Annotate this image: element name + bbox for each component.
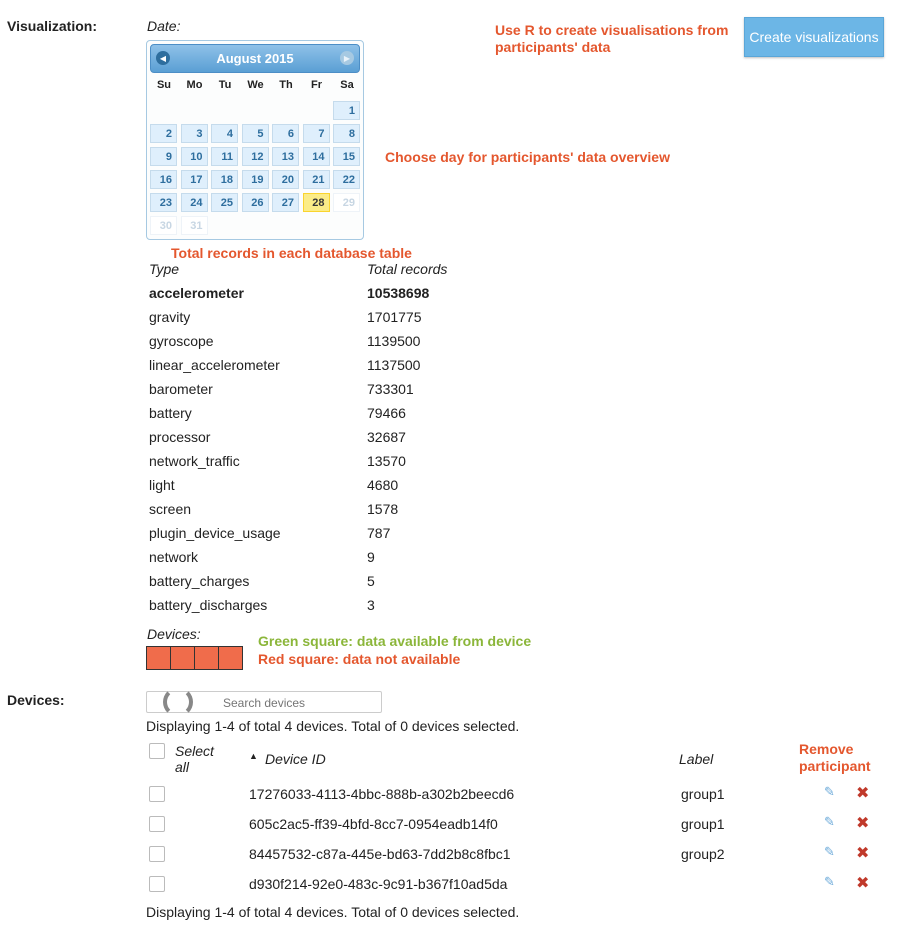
record-total: 79466: [367, 405, 406, 421]
record-type: battery_discharges: [149, 597, 268, 613]
visualization-section-label: Visualization:: [7, 18, 97, 34]
calendar-day[interactable]: 25: [211, 193, 238, 212]
device-label: group2: [681, 846, 725, 862]
record-total: 10538698: [367, 285, 430, 301]
calendar-day[interactable]: 19: [242, 170, 269, 189]
devices-status-bottom: Displaying 1-4 of total 4 devices. Total of 0 devices selected.: [146, 904, 520, 920]
device-id-header[interactable]: Device ID: [265, 751, 326, 767]
calendar-month-title: August 2015: [216, 51, 294, 66]
red-square-legend: Red square: data not available: [258, 651, 461, 667]
device-label: group1: [681, 786, 725, 802]
calendar-day[interactable]: 4: [211, 124, 238, 143]
record-total: 733301: [367, 381, 414, 397]
records-row: [149, 381, 549, 405]
calendar-day[interactable]: 8: [333, 124, 360, 143]
device-status-square[interactable]: [147, 647, 171, 669]
calendar-day[interactable]: 20: [272, 170, 299, 189]
record-type: gyroscope: [149, 333, 214, 349]
remove-participant-annotation: Remove participant: [799, 741, 871, 774]
record-total: 787: [367, 525, 391, 541]
records-row: [149, 597, 549, 621]
records-row: [149, 501, 549, 525]
select-all-checkbox[interactable]: [149, 743, 165, 759]
device-id: 17276033-4113-4bbc-888b-a302b2beecd6: [249, 786, 515, 802]
pencil-icon[interactable]: ✎: [824, 844, 835, 859]
device-select-checkbox[interactable]: [149, 876, 165, 892]
remove-icon[interactable]: ✖: [856, 785, 870, 802]
records-header-type: Type: [149, 261, 180, 277]
record-type: linear_accelerometer: [149, 357, 280, 373]
label-header: Label: [679, 751, 714, 767]
device-status-square[interactable]: [219, 647, 242, 669]
calendar-day[interactable]: 12: [242, 147, 269, 166]
calendar-day[interactable]: 23: [150, 193, 177, 212]
record-type: gravity: [149, 309, 191, 325]
records-row: [149, 429, 549, 453]
remove-icon[interactable]: ✖: [856, 815, 870, 832]
records-row: [149, 285, 549, 309]
calendar-day[interactable]: 21: [303, 170, 330, 189]
device-row: [147, 816, 877, 846]
chevron-left-icon[interactable]: ◀: [156, 51, 170, 65]
device-status-square[interactable]: [171, 647, 195, 669]
records-row: [149, 477, 549, 501]
calendar-day[interactable]: 16: [150, 170, 177, 189]
green-square-legend: Green square: data available from device: [258, 633, 532, 649]
records-row: [149, 357, 549, 381]
device-select-checkbox[interactable]: [149, 786, 165, 802]
calendar-day: 31: [181, 216, 208, 235]
record-type: network: [149, 549, 199, 565]
record-total: 1578: [367, 501, 399, 517]
calendar-day[interactable]: 2: [150, 124, 177, 143]
record-total: 13570: [367, 453, 406, 469]
r-visualisation-annotation: Use R to create visualisations from participants' data: [495, 22, 729, 55]
device-row: [147, 876, 877, 906]
weekday-header: Fr: [311, 79, 322, 91]
calendar-day[interactable]: 14: [303, 147, 330, 166]
records-row: [149, 333, 549, 357]
calendar-day[interactable]: 22: [333, 170, 360, 189]
records-row: [149, 525, 549, 549]
record-type: processor: [149, 429, 211, 445]
calendar-day[interactable]: 10: [181, 147, 208, 166]
device-id: 84457532-c87a-445e-bd63-7dd2b8c8fbc1: [249, 846, 511, 862]
record-total: 3: [367, 597, 375, 613]
record-type: light: [149, 477, 175, 493]
calendar-day: 30: [150, 216, 177, 235]
weekday-header: We: [247, 79, 264, 91]
calendar-day[interactable]: 5: [242, 124, 269, 143]
search-devices-box[interactable]: [146, 691, 382, 713]
record-total: 1137500: [367, 357, 421, 373]
calendar-day-selected[interactable]: 28: [303, 193, 330, 212]
calendar-day[interactable]: 17: [181, 170, 208, 189]
date-label: Date:: [147, 18, 181, 34]
calendar-day[interactable]: 13: [272, 147, 299, 166]
device-row: [147, 786, 877, 816]
sort-ascending-icon[interactable]: ▲: [249, 751, 258, 761]
record-total: 4680: [367, 477, 399, 493]
device-id: 605c2ac5-ff39-4bfd-8cc7-0954eadb14f0: [249, 816, 498, 832]
weekday-header: Tu: [218, 79, 232, 91]
record-total: 1139500: [367, 333, 421, 349]
devices-section-label: Devices:: [7, 692, 65, 708]
records-row: [149, 309, 549, 333]
calendar-day[interactable]: 24: [181, 193, 208, 212]
device-label: group1: [681, 816, 725, 832]
record-type: network_traffic: [149, 453, 240, 469]
device-id: d930f214-92e0-483c-9c91-b367f10ad5da: [249, 876, 508, 892]
record-type: battery_charges: [149, 573, 250, 589]
calendar-day[interactable]: 26: [242, 193, 269, 212]
records-row: [149, 573, 549, 597]
records-row: [149, 453, 549, 477]
record-type: battery: [149, 405, 192, 421]
records-row: [149, 549, 549, 573]
calendar-day[interactable]: 11: [211, 147, 238, 166]
calendar-day[interactable]: 9: [150, 147, 177, 166]
device-status-squares: [146, 646, 243, 670]
record-total: 5: [367, 573, 375, 589]
records-annotation: Total records in each database table: [171, 245, 412, 261]
weekday-header: Th: [279, 79, 293, 91]
calendar-day[interactable]: 18: [211, 170, 238, 189]
calendar-day: 29: [333, 193, 360, 212]
chevron-right-icon[interactable]: ▶: [340, 51, 354, 65]
device-select-checkbox[interactable]: [149, 816, 165, 832]
calendar-day[interactable]: 7: [303, 124, 330, 143]
weekday-header: Mo: [186, 79, 203, 91]
weekday-header: Su: [156, 79, 172, 91]
pencil-icon[interactable]: ✎: [824, 874, 835, 889]
remove-icon[interactable]: ✖: [856, 845, 870, 862]
device-squares-label: Devices:: [147, 626, 201, 642]
weekday-header: Sa: [340, 79, 354, 91]
record-total: 1701775: [367, 309, 422, 325]
loading-spinner-icon: [163, 687, 193, 717]
record-total: 32687: [367, 429, 406, 445]
record-type: plugin_device_usage: [149, 525, 281, 541]
record-type: screen: [149, 501, 192, 517]
calendar-day[interactable]: 1: [333, 101, 360, 120]
records-row: [149, 405, 549, 429]
devices-status-top: Displaying 1-4 of total 4 devices. Total of 0 devices selected.: [146, 718, 520, 734]
pencil-icon[interactable]: ✎: [824, 784, 835, 799]
calendar-day[interactable]: 27: [272, 193, 299, 212]
create-visualizations-button[interactable]: Create visualizations: [744, 17, 884, 57]
device-status-square[interactable]: [195, 647, 219, 669]
record-type: barometer: [149, 381, 213, 397]
device-row: [147, 846, 877, 876]
calendar-day[interactable]: 15: [333, 147, 360, 166]
choose-day-annotation: Choose day for participants' data overview: [385, 149, 670, 165]
calendar-day[interactable]: 6: [272, 124, 299, 143]
records-header-total: Total records: [367, 261, 448, 277]
pencil-icon[interactable]: ✎: [824, 814, 835, 829]
record-type: accelerometer: [149, 285, 244, 301]
device-select-checkbox[interactable]: [149, 846, 165, 862]
remove-icon[interactable]: ✖: [856, 875, 870, 892]
record-total: 9: [367, 549, 375, 565]
calendar-header: [150, 44, 360, 73]
select-all-label: Select all: [175, 743, 214, 775]
calendar-day[interactable]: 3: [181, 124, 208, 143]
search-devices-input[interactable]: [223, 696, 373, 710]
